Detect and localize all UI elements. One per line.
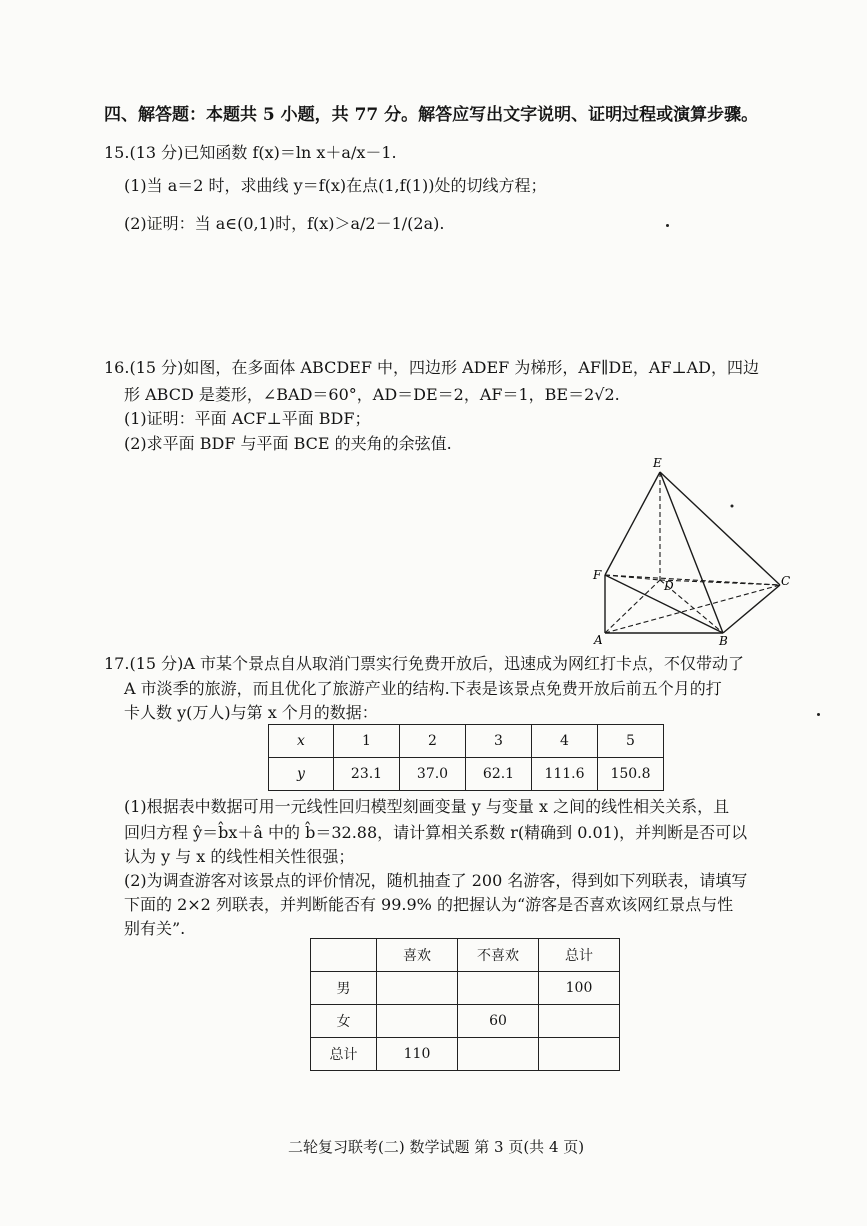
table-row [311,939,620,972]
table-cell: 110 [377,1038,458,1071]
table-cell: 2 [400,725,466,758]
edge-AC-hidden [605,585,780,633]
table-row [269,758,664,791]
page-footer: 二轮复习联考(二) 数学试题 第 3 页(共 4 页) [288,1138,585,1156]
label-C: C [781,574,791,588]
table-row [269,725,664,758]
table-cell: 3 [466,725,532,758]
contingency-table [310,938,620,1071]
q16-stem-line1: 16.(15 分)如图，在多面体 ABCDEF 中，四边形 ADEF 为梯形，AF∥DE，AF⊥AD，四边 [104,358,759,377]
table-row [311,972,620,1005]
q17-part2-line2: 下面的 2×2 列联表，并判断能否有 99.9% 的把握认为“游客是否喜欢该网红景点与性 [124,895,734,914]
table-cell [377,972,458,1005]
table-cell: 不喜欢 [458,939,539,972]
edge-DC-hidden [660,580,780,585]
table-cell: 1 [334,725,400,758]
table-cell: 37.0 [400,758,466,791]
q16-part1: (1)证明：平面 ACF⊥平面 BDF； [124,409,371,428]
table-row [311,1038,620,1071]
table-cell: 150.8 [598,758,664,791]
table-cell: 62.1 [466,758,532,791]
q17-stem-line3: 卡人数 y(万人)与第 x 个月的数据： [124,703,378,722]
xy-data-table [268,724,664,791]
q17-part2-line1: (2)为调查游客对该景点的评价情况，随机抽查了 200 名游客，得到如下列联表，请填写 [124,871,748,890]
table-cell: 4 [532,725,598,758]
q15-part2: (2)证明：当 a∈(0,1)时，f(x)＞a/2－1/(2a). [124,214,445,233]
q16-stem-line2: 形 ABCD 是菱形，∠BAD＝60°，AD＝DE＝2，AF＝1，BE＝2√2. [124,385,620,404]
table-cell: 23.1 [334,758,400,791]
scan-speck [731,505,734,508]
q17-part1-line3: 认为 y 与 x 的线性相关性很强； [124,847,355,866]
table-cell: y [269,758,334,791]
edge-FC-hidden [605,575,780,585]
edge-EC [660,472,780,585]
table-cell: 总计 [311,1038,377,1071]
scan-speck [666,224,669,227]
table-cell: 60 [458,1005,539,1038]
edge-BC [723,585,780,633]
table-cell: 男 [311,972,377,1005]
table-cell: 5 [598,725,664,758]
table-cell: 100 [539,972,620,1005]
table-cell [539,1038,620,1071]
q16-part2: (2)求平面 BDF 与平面 BCE 的夹角的余弦值. [124,434,452,453]
table-cell: 女 [311,1005,377,1038]
q17-stem-line2: A 市淡季的旅游，而且优化了旅游产业的结构.下表是该景点免费开放后前五个月的打 [124,679,722,698]
table-cell: x [269,725,334,758]
edge-EF [605,472,660,575]
table-cell: 111.6 [532,758,598,791]
label-A: A [594,633,603,647]
q17-part1-line2: 回归方程 ŷ＝b̂x＋â 中的 b̂＝32.88，请计算相关系数 r(精确到 0.01)，并判断是否可以 [124,823,748,842]
table-cell [377,1005,458,1038]
q17-stem-line1: 17.(15 分)A 市某个景点自从取消门票实行免费开放后，迅速成为网红打卡点，不仅带动了 [104,654,745,673]
table-cell [458,972,539,1005]
label-B: B [719,634,728,648]
label-D: D [664,579,674,593]
label-E: E [653,456,662,470]
scan-speck [817,713,820,716]
section-heading: 四、解答题：本题共 5 小题，共 77 分。解答应写出文字说明、证明过程或演算步骤。 [104,105,759,125]
label-F: F [593,568,602,582]
q17-part2-line3: 别有关”. [124,919,186,938]
table-cell [539,1005,620,1038]
table-row [311,1005,620,1038]
table-cell [458,1038,539,1071]
table-cell: 总计 [539,939,620,972]
q15-stem: 15.(13 分)已知函数 f(x)＝ln x＋a/x－1. [104,143,397,162]
table-cell: 喜欢 [377,939,458,972]
q17-part1-line1: (1)根据表中数据可用一元线性回归模型刻画变量 y 与变量 x 之间的线性相关关系，且 [124,797,730,816]
polyhedron-figure [580,450,800,650]
table-cell [311,939,377,972]
q15-part1: (1)当 a＝2 时，求曲线 y＝f(x)在点(1,f(1))处的切线方程； [124,176,547,195]
